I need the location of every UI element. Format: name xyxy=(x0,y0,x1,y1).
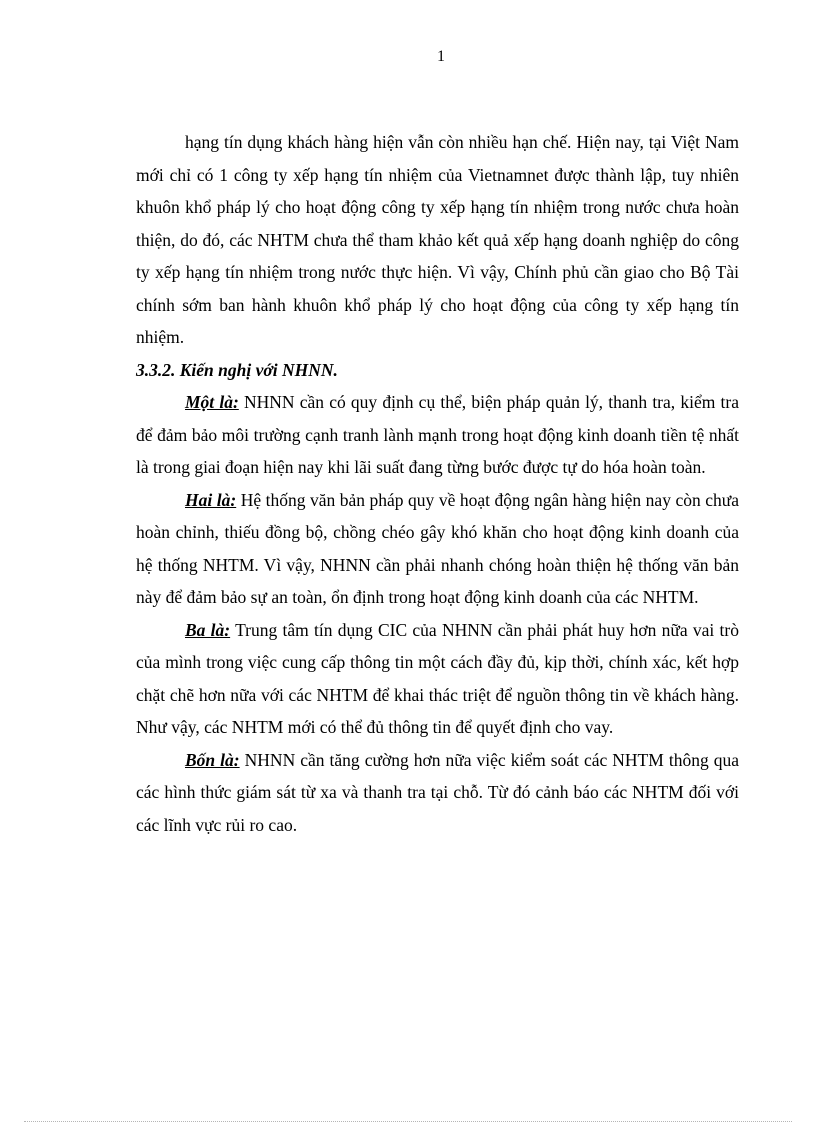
section-heading: 3.3.2. Kiến nghị với NHNN. xyxy=(136,359,338,380)
recommendation-paragraph xyxy=(136,744,739,842)
recommendation-label: Ba là: xyxy=(185,619,231,640)
recommendation-text: Trung tâm tín dụng CIC của NHNN cần phải phát huy hơn nữa vai trò của mình trong việc cung cấp thông tin một cách đầy đủ, kịp thời, chính xác, kết hợp chặt chẽ hơn nữa với các NHTM để khai thác triệt để nguồn thông tin về khách hàng. Như vậy, các NHTM mới có thể đủ thông tin để quyết định cho vay. xyxy=(136,619,739,737)
recommendation-paragraph xyxy=(136,614,739,744)
recommendation-label: Một là: xyxy=(185,392,239,412)
intro-paragraph: hạng tín dụng khách hàng hiện vẫn còn nhiều hạn chế. Hiện nay, tại Việt Nam mới chỉ có 1 công ty xếp hạng tín nhiệm của Vietnamnet được thành lập, tuy nhiên khuôn khổ pháp lý cho hoạt động công ty xếp hạng tín nhiệm trong nước chưa hoàn thiện, do đó, các NHTM chưa thể tham khảo kết quả xếp hạng doanh nghiệp do công ty xếp hạng tín nhiệm trong nước thực hiện. Vì vậy, Chính phủ cần giao cho Bộ Tài chính sớm ban hành khuôn khổ pháp lý cho hoạt động của công ty xếp hạng tín nhiệm. xyxy=(136,132,739,347)
page-bottom-divider xyxy=(24,1121,792,1122)
recommendation-label: Bốn là: xyxy=(185,749,240,770)
recommendation-text: NHNN cần có quy định cụ thể, biện pháp quản lý, thanh tra, kiểm tra để đảm bảo môi trường cạnh tranh lành mạnh trong hoạt động kinh doanh tiền tệ nhất là trong giai đoạn hiện nay khi lãi suất đang từng bước được tự do hóa hoàn toàn. xyxy=(136,392,739,477)
document-body xyxy=(136,126,739,841)
recommendation-paragraph xyxy=(136,386,739,484)
recommendation-text: NHNN cần tăng cường hơn nữa việc kiểm soát các NHTM thông qua các hình thức giám sát từ xa và thanh tra tại chỗ. Từ đó cảnh báo các NHTM đối với các lĩnh vực rủi ro cao. xyxy=(136,749,739,835)
recommendation-paragraph xyxy=(136,484,739,614)
page-number: 1 xyxy=(437,48,445,65)
recommendation-label: Hai là: xyxy=(185,489,237,510)
recommendation-text: Hệ thống văn bản pháp quy về hoạt động ngân hàng hiện nay còn chưa hoàn chỉnh, thiếu đồng bộ, chồng chéo gây khó khăn cho hoạt động kinh doanh của hệ thống NHTM. Vì vậy, NHNN cần phải nhanh chóng hoàn thiện hệ thống văn bản này để đảm bảo sự an toàn, ổn định trong hoạt động kinh doanh của các NHTM. xyxy=(136,489,740,607)
